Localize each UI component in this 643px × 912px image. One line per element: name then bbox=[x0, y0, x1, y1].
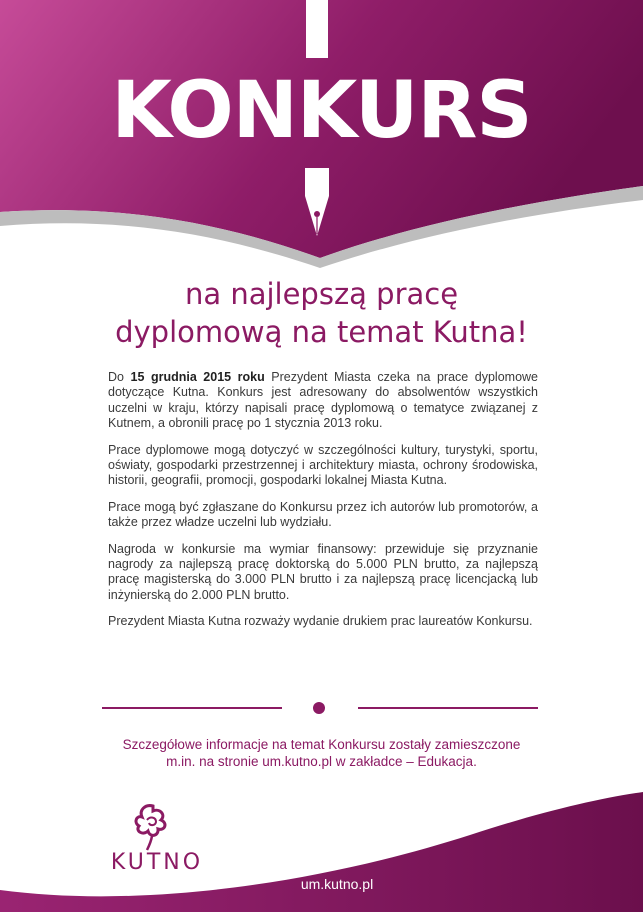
paragraph-3: Prace mogą być zgłaszane do Konkursu przez ich autorów lub promotorów, a także przez władze uczelni lub wydziału. bbox=[108, 499, 538, 530]
subtitle bbox=[60, 275, 583, 351]
exclamation-bar-icon bbox=[306, 0, 328, 58]
paragraph-1: Do 15 grudnia 2015 roku Prezydent Miasta czeka na prace dyplomowe dotyczące Kutna. Konkurs jest adresowany do absolwentów wszystkich uczelni w kraju, którzy napisali pracę dyplomową o tematyce związanej z Kutnem, a obronili pracę po 1 stycznia 2013 roku. bbox=[108, 370, 538, 431]
paragraph-5: Prezydent Miasta Kutna rozważy wydanie drukiem prac laureatów Konkursu. bbox=[108, 614, 533, 629]
info-line-1: Szczegółowe informacje na temat Konkursu zostały zamieszczone bbox=[122, 737, 521, 752]
info-text bbox=[90, 736, 553, 770]
divider-dot-icon bbox=[313, 702, 325, 714]
subtitle-line-1: na najlepszą pracę bbox=[184, 277, 459, 311]
divider bbox=[102, 700, 538, 716]
body-text bbox=[108, 370, 538, 641]
subtitle-line-2: dyplomową na temat Kutna! bbox=[115, 315, 528, 349]
konkurs-title: KONKURS bbox=[111, 66, 532, 156]
paragraph-4: Nagroda w konkursie ma wymiar finansowy: przewiduje się przyznanie nagrody za najlepszą pracę doktorską do 5.000 PLN brutto, za najlepszą pracę magisterską do 3.000 PLN brutto i za najlepszą pracę licencjacką lub inżynierską do 2.000 PLN brutto. bbox=[108, 541, 538, 602]
paragraph-2: Prace dyplomowe mogą dotyczyć w szczególności kultury, turystyki, sportu, oświaty, gospodarki przestrzennej i architektury miasta, ochrony środowiska, historii, geografii, promocji, gospodarki lokalnej Miasta Kutna. bbox=[108, 442, 538, 488]
kutno-logo-text: KUTNO bbox=[110, 850, 204, 875]
website-url[interactable]: um.kutno.pl bbox=[300, 876, 374, 892]
info-line-2: m.in. na stronie um.kutno.pl w zakładce – Edukacja. bbox=[166, 754, 477, 769]
deadline-date: 15 grudnia 2015 roku bbox=[130, 370, 265, 384]
